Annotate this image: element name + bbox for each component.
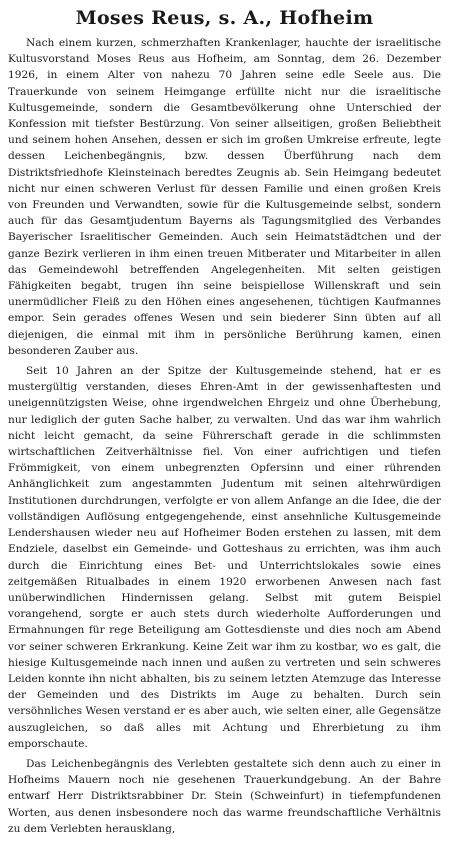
article-body bbox=[8, 35, 441, 837]
article-paragraph: Das Leichenbegängnis des Verlebten gestaltete sich denn auch zu einer in Hofheims Mauern noch nie gesehenen Trauerkundgebung. An der Bahre entwarf Herr Distriktsrabbiner Dr. Stein (Schweinfurt) in tiefempfundenen Worten, aus denen insbesondere noch das warme freundschaftliche Verhältnis zu dem Verlebten herausklang, bbox=[8, 757, 441, 835]
article-title: Moses Reus, s. A., Hofheim bbox=[75, 7, 374, 29]
article bbox=[8, 6, 441, 841]
article-paragraph: Seit 10 Jahren an der Spitze der Kultusgemeinde stehend, hat er es mustergültig verstanden, dieses Ehren-Amt in der gewissenhaftesten und uneigennützigsten Weise, ohne irgendwelchen Ehrgeiz und ohne Überhebung, nur lediglich der guten Sache halber, zu verwalten. Und das war ihm wahrlich nicht leicht gemacht, da seine Führerschaft gerade in die schlimmsten wirtschaftlichen Zeitverhältnisse fiel. Von einer aufrichtigen und tiefen Frömmigkeit, von einem unbegrenzten Opfersinn und einer rührenden Anhänglichkeit zum angestammten Judentum mit seinen altehrwürdigen Institutionen durchdrungen, verfolgte er von allem Anfange an die Idee, die der vollständigen Auflösung entgegengehende, einst ansehnliche Kultusgemeinde Lendershausen wieder neu auf Hofheimer Boden erstehen zu lassen, mit dem Endziele, daselbst ein Gemeinde- und Gotteshaus zu errichten, was ihm auch durch die Einrichtung eines Bet- und Unterrichtslokales sowie eines zeitgemäßen Ritualbades in einem 1920 erworbenen Anwesen nach fast unüberwindlichen Hindernissen gelang. Selbst mit gutem Beispiel vorangehend, sorgte er auch stets durch wiederholte Aufforderungen und Ermahnungen für rege Beteiligung am Gottesdienste und dies noch am Abend vor seiner schweren Erkrankung. Keine Zeit war ihm zu kostbar, wo es galt, die hiesige Kultusgemeinde nach innen und außen zu vertreten und sein schweres Leiden konnte ihn nicht abhalten, bis zu seinem letzten Atemzuge das Interesse der Gemeinden und des Distrikts im Auge zu behalten. Durch sein versöhnliches Wesen verstand er es aber auch, wie selten einer, alle Gegensätze auszugleichen, so daß alles mit Achtung und Ehrerbietung zu ihm emporschaute. bbox=[8, 365, 441, 750]
article-paragraph: Nach einem kurzen, schmerzhaften Krankenlager, hauchte der israelitische Kultusvorstand Moses Reus aus Hofheim, am Sonntag, dem 26. Dezember 1926, in einem Alter von nahezu 70 Jahren seine edle Seele aus. Die Trauerkunde von seinem Heimgange erfüllte nicht nur die israelitische Kultusgemeinde, sondern die Gesamtbevölkerung ohne Unterschied der Konfession mit tiefster Bestürzung. Von seiner allseitigen, großen Beliebtheit und seinem hohen Ansehen, dessen er sich im großen Umkreise erfreute, legte dessen Leichenbegängnis, bzw. dessen Überführung nach dem Distriktsfriedhofe Kleinsteinach beredtes Zeugnis ab. Sein Heimgang bedeutet nicht nur einen schweren Verlust für dessen Familie und einen großen Kreis von Freunden und Verwandten, sowie für die Kultusgemeinde selbst, sondern auch für das Gesamtjudentum Bayerns als Tagungsmitglied des Verbandes Bayerischer Israelitischer Gemeinden. Auch sein Heimatstädtchen und der ganze Bezirk verlieren in ihm einen treuen Mitberater und Mitarbeiter in allen das Gemeindewohl betreffenden Angelegenheiten. Mit selten geistigen Fähigkeiten begabt, trugen ihn seine beispiellose Willenskraft und sein unermüdlicher Fleiß zu den Höhen eines angesehenen, tüchtigen Kaufmannes empor. Sein gerades offenes Wesen und sein biederer Sinn übten auf all diejenigen, die einmal mit ihm in persönliche Berührung kamen, einen besonderen Zauber aus. bbox=[8, 37, 441, 357]
